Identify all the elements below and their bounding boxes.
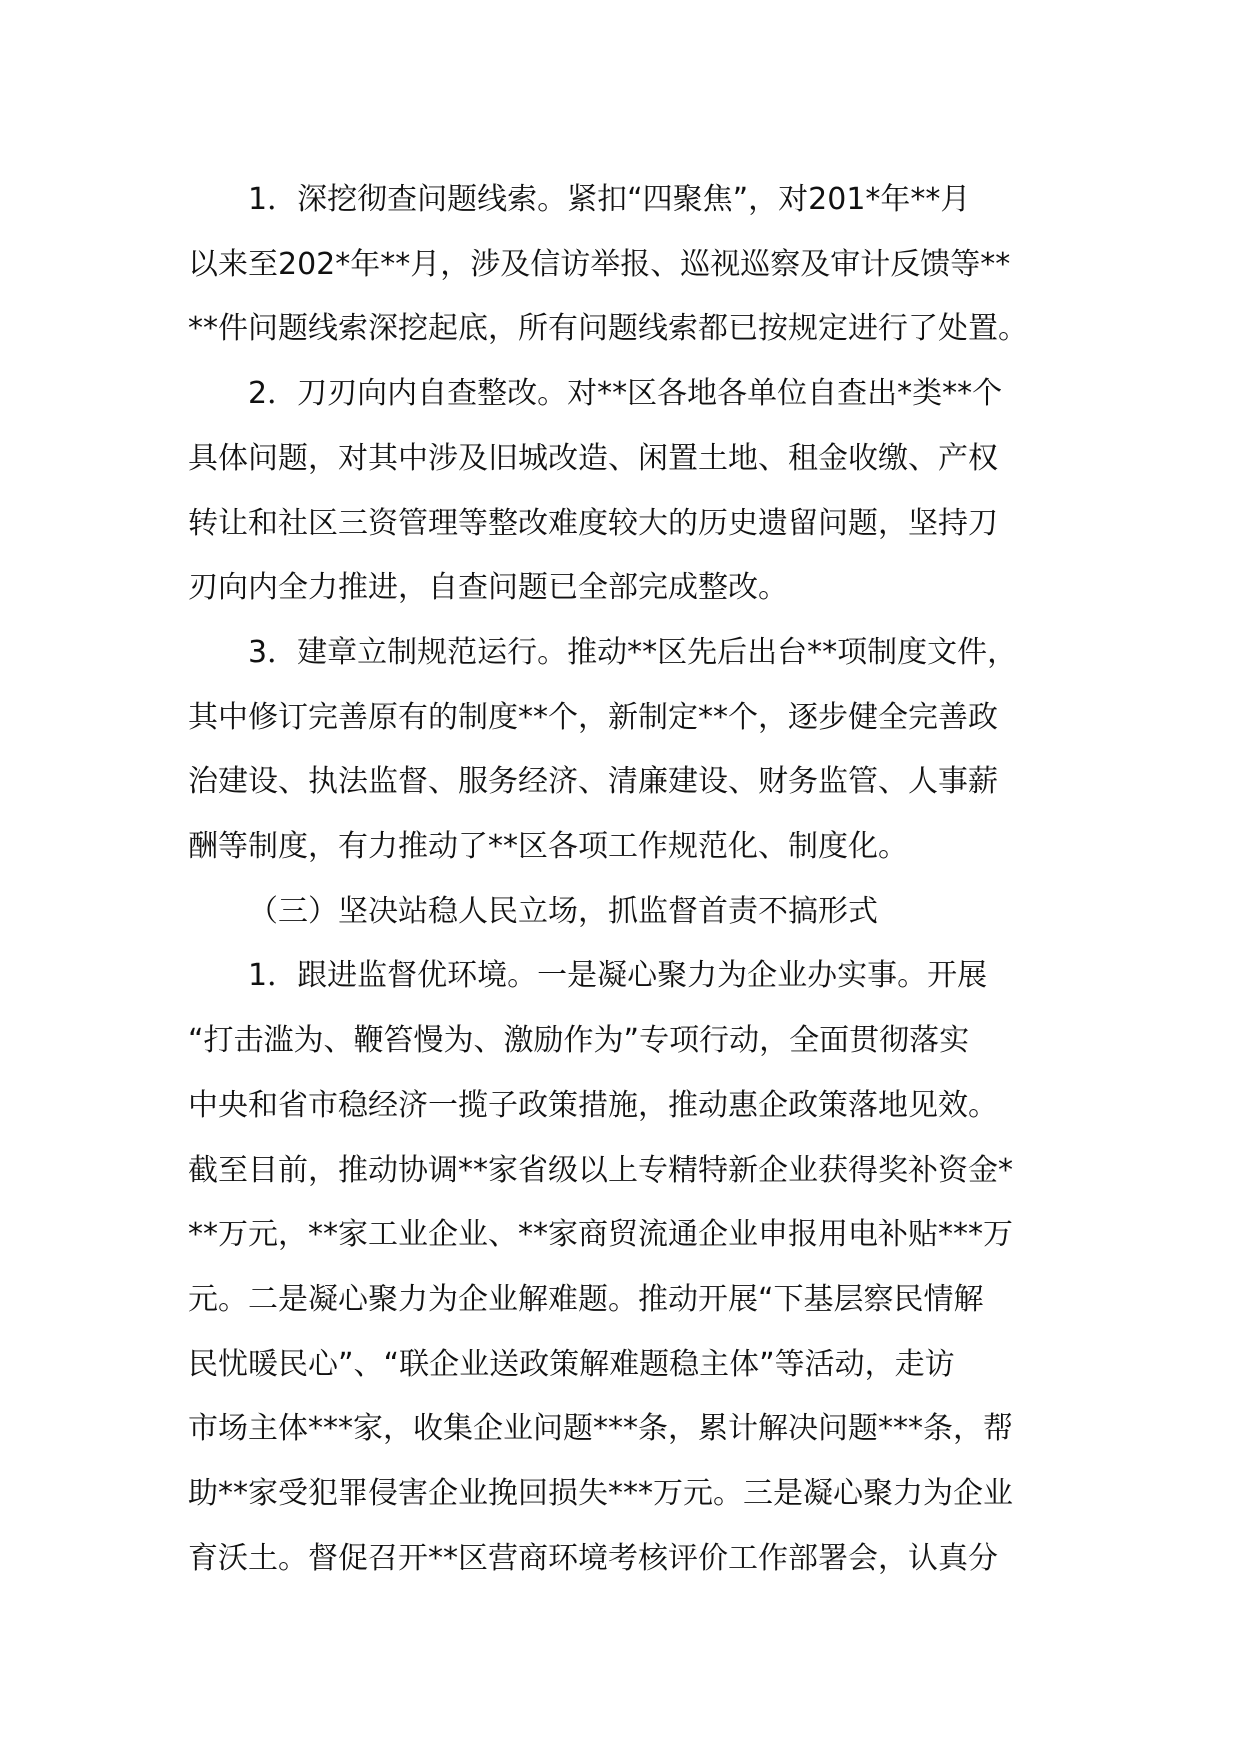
text-line: 刃向内全力推进，自查问题已全部完成整改。 bbox=[188, 570, 788, 606]
text-line: 育沃土。督促召开**区营商环境考核评价工作部署会，认真分 bbox=[188, 1540, 998, 1576]
text-line: 元。二是凝心聚力为企业解难题。推动开展“下基层察民情解 bbox=[188, 1281, 984, 1317]
text-line: “打击滥为、鞭笞慢为、激励作为”专项行动，全面贯彻落实 bbox=[188, 1023, 970, 1059]
text-line: 转让和社区三资管理等整改难度较大的历史遗留问题，坚持刀 bbox=[188, 505, 998, 541]
text-line: **万元，**家工业企业、**家商贸流通企业申报用电补贴***万 bbox=[188, 1217, 1013, 1253]
text-line: 民忧暖民心”、“联企业送政策解难题稳主体”等活动，走访 bbox=[188, 1346, 955, 1382]
heading-line: （三）坚决站稳人民立场，抓监督首责不搞形式 bbox=[248, 893, 878, 929]
document-body bbox=[188, 168, 1058, 1591]
text-line: 以来至202*年**月，涉及信访举报、巡视巡察及审计反馈等** bbox=[188, 246, 1011, 282]
text-line: 截至目前，推动协调**家省级以上专精特新企业获得奖补资金* bbox=[188, 1152, 1013, 1188]
text-line: 1．深挖彻查问题线索。紧扣“四聚焦”，对201*年**月 bbox=[248, 182, 971, 217]
text-line: 治建设、执法监督、服务经济、清廉建设、财务监管、人事薪 bbox=[188, 764, 998, 800]
paragraph-regulations bbox=[188, 621, 1058, 880]
paragraph-self-rectify bbox=[188, 362, 1058, 621]
text-line: 具体问题，对其中涉及旧城改造、闲置土地、租金收缴、产权 bbox=[188, 440, 998, 476]
text-line: 市场主体***家，收集企业问题***条，累计解决问题***条，帮 bbox=[188, 1411, 1013, 1447]
text-line: 3．建章立制规范运行。推动**区先后出台**项制度文件， bbox=[248, 634, 1018, 670]
text-line: 2．刀刃向内自查整改。对**区各地各单位自查出*类**个 bbox=[248, 376, 1003, 412]
text-line: 酬等制度，有力推动了**区各项工作规范化、制度化。 bbox=[188, 829, 908, 865]
text-line: 助**家受犯罪侵害企业挽回损失***万元。三是凝心聚力为企业 bbox=[188, 1476, 1013, 1512]
text-line: 1．跟进监督优环境。一是凝心聚力为企业办实事。开展 bbox=[248, 958, 988, 994]
text-line: 中央和省市稳经济一揽子政策措施，推动惠企政策落地见效。 bbox=[188, 1087, 998, 1123]
section-heading-three bbox=[188, 880, 1058, 945]
paragraph-dig-clues bbox=[188, 168, 1058, 362]
paragraph-supervision-environment bbox=[188, 944, 1058, 1591]
text-line: 其中修订完善原有的制度**个，新制定**个，逐步健全完善政 bbox=[188, 699, 998, 735]
text-line: **件问题线索深挖起底，所有问题线索都已按规定进行了处置。 bbox=[188, 311, 1028, 347]
